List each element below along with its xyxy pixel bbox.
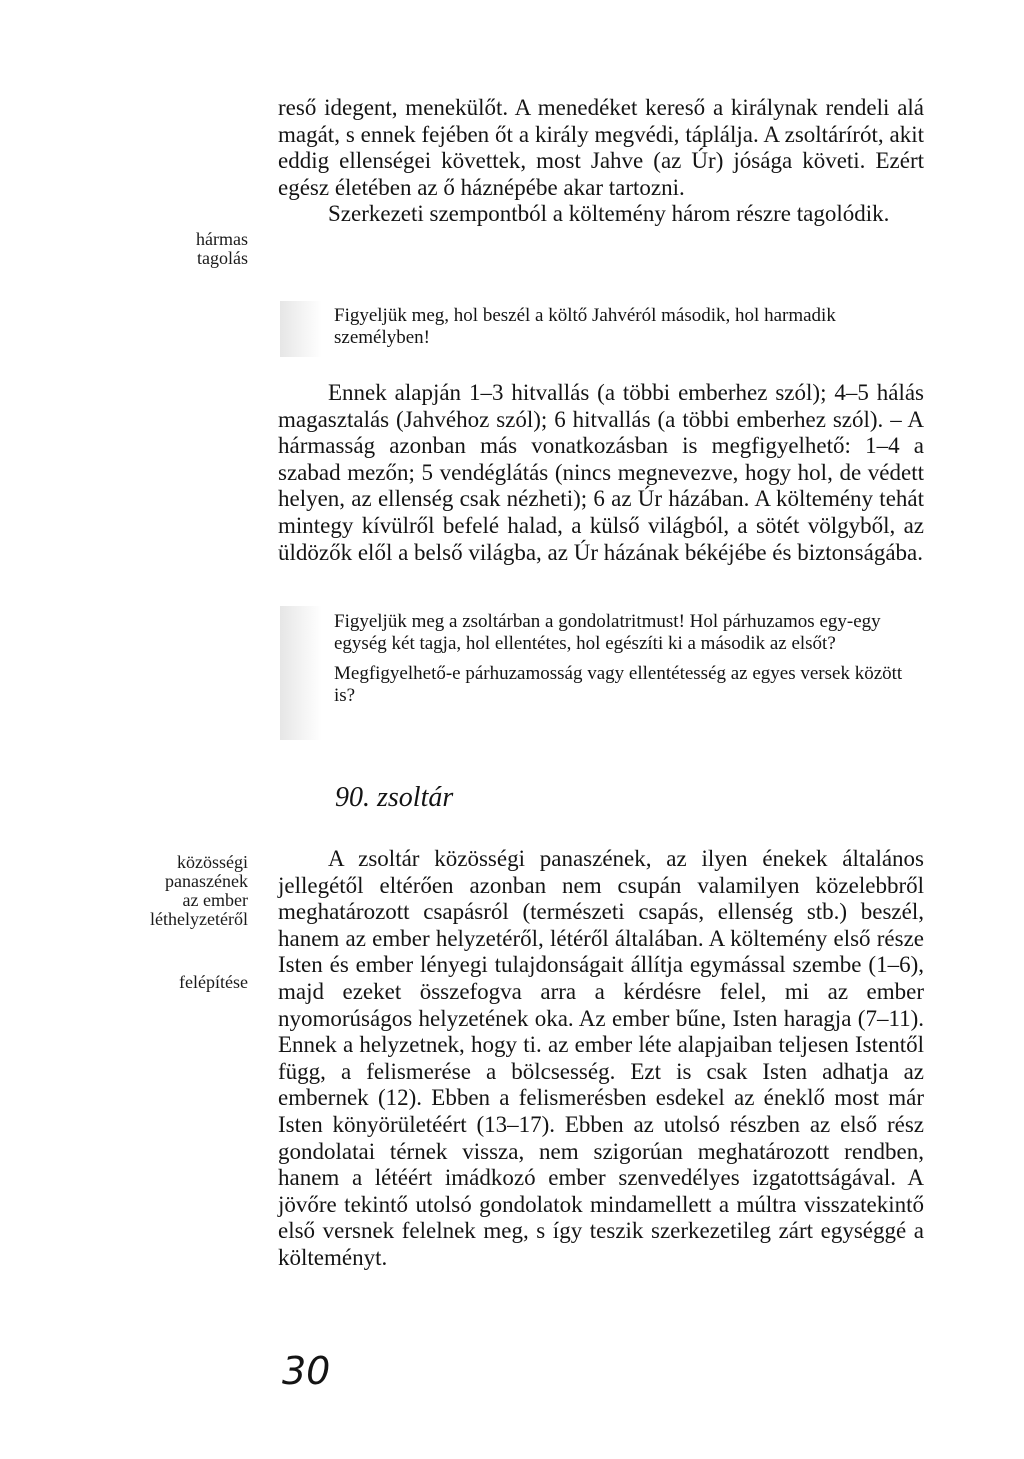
study-note-2 <box>334 611 926 715</box>
note-text: Megfigyelhető-e párhuzamosság vagy ellentétesség az egyes versek között is? <box>334 663 903 706</box>
paragraph: reső idegent, menekülőt. A menedéket kereső a királynak rendeli alá magát, s ennek fejében őt a király megvédi, táplálja. A zsoltárírót, akit eddig ellenségei követtek, most Jahve (az Úr) jósága követi. Ezért egész életében az ő háznépébe akar tartozni. <box>278 95 924 200</box>
paragraph: Ennek alapján 1–3 hitvallás (a többi emberhez szól); 4–5 hálás magasztalás (Jahvéhoz szól); 6 hitvallás (a többi emberhez szól). – A hármasság azonban más vonatkozásban is megfigyelhető: 1–4 a szabad mezőn; 5 vendéglátás (nincs megnevezve, hogy hol, de védett helyen, az ellenség csak nézheti); 6 az Úr házában. A költemény tehát mintegy kívülről befelé halad, a külső világból, a sötét völgyből, az üldözők elől a belső világba, az Úr házának békéjébe és biztonságába. <box>278 380 924 565</box>
page-number: 30 <box>282 1349 331 1393</box>
section-heading: 90. zsoltár <box>335 782 454 813</box>
margin-note-line: az ember <box>182 890 248 910</box>
margin-note-kozossegi-panaszenek <box>98 853 248 929</box>
note-shade-bar <box>280 606 322 740</box>
margin-note-line: közösségi <box>177 852 248 872</box>
margin-note-line: panaszének <box>165 871 248 891</box>
body-text-top <box>278 95 924 228</box>
body-text-middle <box>278 380 924 566</box>
note-text: Figyeljük meg, hol beszél a költő Jahvéról második, hol harmadik személyben! <box>334 305 836 348</box>
paragraph: Szerkezeti szempontból a költemény három részre tagolódik. <box>328 201 890 227</box>
body-text-bottom <box>278 846 924 1272</box>
margin-note-line: hármas <box>196 229 248 249</box>
note-shade-bar <box>280 301 322 357</box>
margin-note-line: felépítése <box>179 972 248 992</box>
margin-note-line: tagolás <box>197 248 248 268</box>
margin-note-felepitese <box>98 973 248 992</box>
study-note-1 <box>334 305 926 357</box>
margin-note-harmas-tagolas <box>98 230 248 268</box>
note-text: Figyeljük meg a zsoltárban a gondolatritmust! Hol párhuzamos egy-egy egység két tagja, hol ellentétes, hol egészíti ki a második az elsőt? <box>334 611 881 654</box>
paragraph: A zsoltár közösségi panaszének, az ilyen énekek általános jellegétől eltérően azonban nem csupán valamilyen közelebbről meghatározott csapásról (természeti csapás, ellenség stb.) beszél, hanem az ember helyzetéről, létéről általában. A költemény első része Isten és ember lényegi tulajdonságait állítja egymással szembe (1–6), majd ezeket összefogva arra a kérdésre felel, mi az ember nyomorúságos helyzetének oka. Az ember bűne, Isten haragja (7–11). Ennek a helyzetnek, hogy ti. az ember léte alapjaiban teljesen Istentől függ, a felismerése a bölcsesség. Ezt is csak Isten adhatja az embernek (12). Ebben a felismerésben esdekel az éneklő most már Isten könyörületéért (13–17). Ebben az utolsó részben az első rész gondolatai térnek vissza, nem szigorúan meghatározott rendben, hanem a létéért imádkozó ember szenvedélyes izgatottságával. A jövőre tekintő utolsó gondolatok mindamellett a múltra visszatekintő első versnek felelnek meg, s így teszik szerkezetileg zárt egységgé a költeményt. <box>278 846 924 1270</box>
margin-note-line: léthelyzetéről <box>150 909 248 929</box>
